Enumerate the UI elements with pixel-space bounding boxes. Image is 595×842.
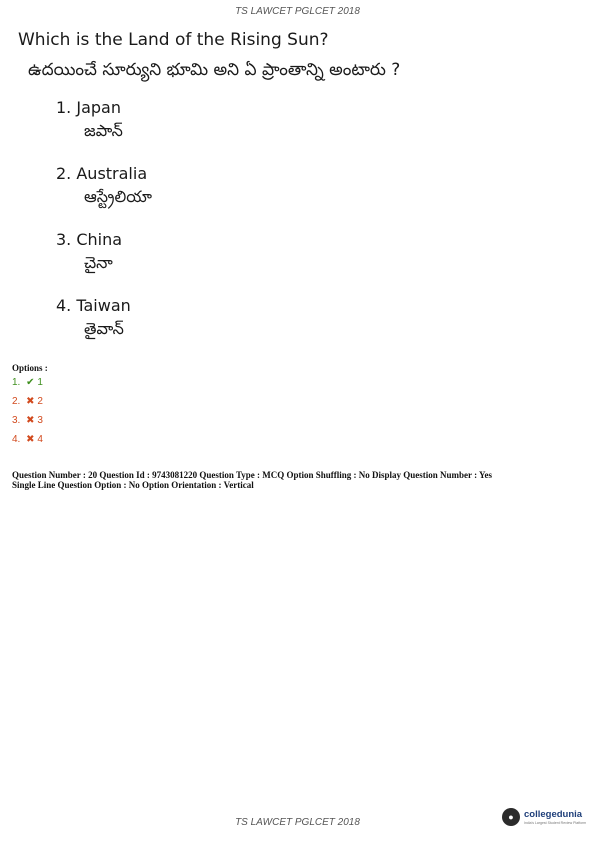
option-value: 3 [37,415,43,426]
choice-2 [56,164,152,210]
choice-4-telugu: తైవాన్ [84,319,124,338]
page-footer: TS LAWCET PGLCET 2018 [235,817,360,828]
choice-1-english: 1. Japan [56,98,121,117]
option-row-2 [12,396,43,407]
choice-3 [56,230,122,276]
page-header: TS LAWCET PGLCET 2018 [235,6,360,17]
check-icon: ✔ [26,377,35,388]
option-number: 4. [12,434,21,445]
choice-4-english: 4. Taiwan [56,296,131,315]
logo-name: collegedunia [524,809,583,820]
choice-1 [56,98,123,144]
question-text-english: Which is the Land of the Rising Sun? [18,30,329,50]
option-value: 4 [37,434,43,445]
option-row-4 [12,434,43,445]
options-title: Options : [12,363,48,373]
question-metadata [12,470,587,490]
cross-icon: ✖ [26,434,35,445]
option-number: 1. [12,377,21,388]
choice-2-telugu: ఆస్ట్రేలియా [84,187,152,206]
mascot-icon: ● [502,808,520,826]
logo-tagline: India's Largest Student Review Platform [524,821,587,825]
option-row-1 [12,377,43,388]
cross-icon: ✖ [26,415,35,426]
metadata-line-2: Single Line Question Option : No Option Orientation : Vertical [12,480,254,490]
cross-icon: ✖ [26,396,35,407]
option-value: 1 [37,377,43,388]
choice-2-english: 2. Australia [56,164,148,183]
choice-4 [56,296,131,342]
option-row-3 [12,415,43,426]
option-number: 2. [12,396,21,407]
option-value: 2 [37,396,43,407]
choice-3-english: 3. China [56,230,123,249]
collegedunia-logo [502,806,590,832]
choice-1-telugu: జపాన్ [84,121,123,140]
option-number: 3. [12,415,21,426]
choice-3-telugu: చైనా [84,253,113,272]
metadata-line-1: Question Number : 20 Question Id : 9743081220 Question Type : MCQ Option Shuffling : No Display Question Number : Yes [12,470,493,480]
question-text-telugu: ఉదయించే సూర్యుని భూమి అని ఏ ప్రాంతాన్ని అంటారు ? [28,60,401,80]
